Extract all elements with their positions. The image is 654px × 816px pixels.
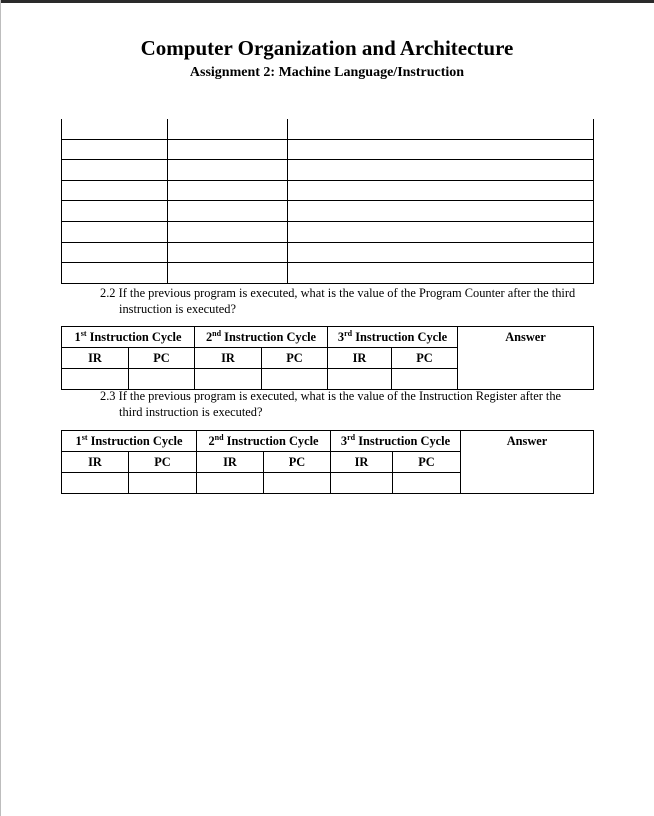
document-subtitle: Assignment 2: Machine Language/Instruction — [189, 65, 465, 80]
ir-label: IR — [197, 452, 264, 473]
table-cell — [168, 242, 288, 263]
table-cell — [288, 201, 594, 222]
answer-cell — [458, 348, 594, 390]
cycle-header-3: 3rd Instruction Cycle — [331, 431, 461, 452]
cycle-header-3: 3rd Instruction Cycle — [328, 327, 458, 348]
ir-value-cell — [328, 369, 392, 390]
table-cell — [62, 139, 168, 160]
table-cell — [62, 263, 168, 284]
ir-label: IR — [62, 348, 129, 369]
cycle-table-2-2 — [61, 326, 594, 390]
cycle-header-2: 2nd Instruction Cycle — [197, 431, 331, 452]
table-row — [62, 160, 594, 181]
answer-header: Answer — [461, 431, 594, 452]
table-cell — [288, 221, 594, 242]
table-cell — [288, 160, 594, 181]
answer-cell — [461, 452, 594, 494]
table-cell — [62, 180, 168, 201]
table-row — [62, 263, 594, 284]
document-title: Computer Organization and Architecture — [140, 36, 514, 60]
table-cell — [62, 160, 168, 181]
ir-label: IR — [62, 452, 129, 473]
table-cell — [288, 119, 594, 139]
pc-value-cell — [129, 369, 195, 390]
question-text: 2.3 If the previous program is executed, what is the value of the Instruction Register after the — [100, 389, 562, 403]
pc-label: PC — [392, 348, 458, 369]
table-row — [62, 180, 594, 201]
pc-value-cell — [393, 473, 461, 494]
ir-value-cell — [62, 369, 129, 390]
ir-value-cell — [62, 473, 129, 494]
cycle-header-1: 1st Instruction Cycle — [62, 431, 197, 452]
table-cell — [168, 201, 288, 222]
table-cell — [168, 119, 288, 139]
cycle-header-2: 2nd Instruction Cycle — [195, 327, 328, 348]
table-cell — [168, 160, 288, 181]
table-row — [62, 221, 594, 242]
pc-value-cell — [129, 473, 197, 494]
cycle-table-2-3 — [61, 430, 594, 494]
ir-value-cell — [331, 473, 393, 494]
pc-label: PC — [129, 348, 195, 369]
pc-label: PC — [264, 452, 331, 473]
table-cell — [288, 139, 594, 160]
ir-label: IR — [331, 452, 393, 473]
table-cell — [62, 201, 168, 222]
table-cell — [288, 180, 594, 201]
pc-value-cell — [264, 473, 331, 494]
question-text: instruction is executed? — [119, 302, 236, 316]
pc-label: PC — [129, 452, 197, 473]
table-row — [62, 242, 594, 263]
ir-label: IR — [328, 348, 392, 369]
table-cell — [288, 263, 594, 284]
answer-header: Answer — [458, 327, 594, 348]
pc-value-cell — [392, 369, 458, 390]
question-text: 2.2 If the previous program is executed, what is the value of the Program Counter after the third — [100, 286, 576, 300]
ir-value-cell — [197, 473, 264, 494]
viewer-top-border — [0, 0, 654, 3]
table-cell — [168, 139, 288, 160]
table-cell — [288, 242, 594, 263]
table-cell — [168, 221, 288, 242]
table-row — [62, 139, 594, 160]
page-left-edge — [0, 0, 1, 816]
table-cell — [168, 180, 288, 201]
pc-label: PC — [262, 348, 328, 369]
table-row — [62, 119, 594, 139]
table-cell — [62, 242, 168, 263]
question-text: third instruction is executed? — [119, 405, 263, 419]
table-cell — [62, 119, 168, 139]
ir-value-cell — [195, 369, 262, 390]
table-cell — [168, 263, 288, 284]
program-table — [61, 119, 594, 284]
table-row — [62, 201, 594, 222]
pc-value-cell — [262, 369, 328, 390]
ir-label: IR — [195, 348, 262, 369]
table-cell — [62, 221, 168, 242]
cycle-header-1: 1st Instruction Cycle — [62, 327, 195, 348]
pc-label: PC — [393, 452, 461, 473]
